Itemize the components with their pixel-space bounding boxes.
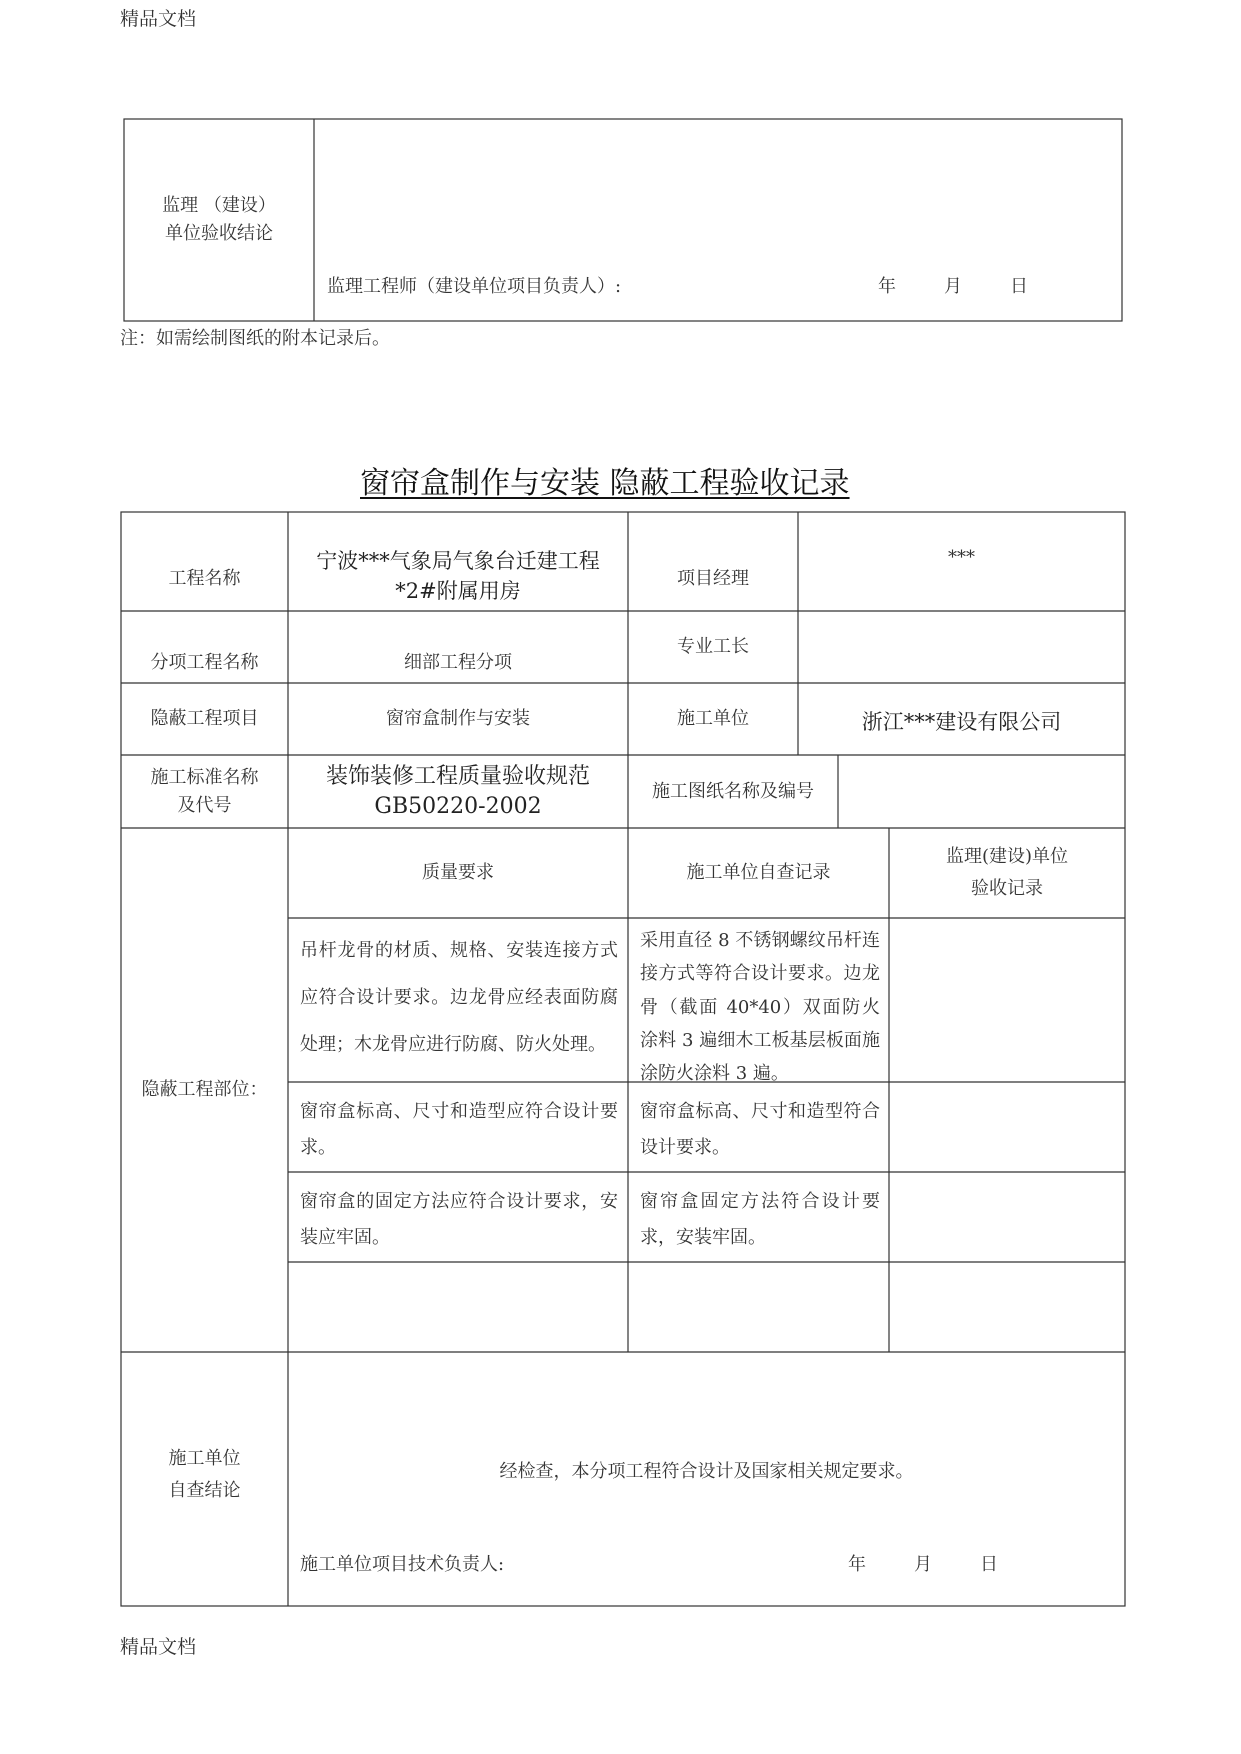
supervision-label-line2: 单位验收结论 [165,223,273,244]
standard-label-line1: 施工标准名称 [150,766,259,788]
sub-project-label: 分项工程名称 [150,652,259,674]
date-month: 月 [944,276,962,297]
standard-value-line2: GB50220-2002 [374,793,542,819]
standard-value-line1: 装饰装修工程质量验收规范 [325,763,590,789]
conclusion-text: 经检查，本分项工程符合设计及国家相关规定要求。 [499,1461,914,1483]
tech-lead-signature-label: 施工单位项目技术负责人: [300,1554,505,1575]
col-self-check-header: 施工单位自查记录 [686,862,831,884]
conclusion-day: 日 [980,1554,998,1575]
quality-row-1: 吊杆龙骨的材质、规格、安装连接方式应符合设计要求。边龙骨应经表面防腐处理；木龙骨应进行防腐、防火处理。 [300,940,618,1055]
conclusion-year: 年 [848,1554,866,1575]
hidden-item-value: 窗帘盒制作与安装 [386,708,530,730]
supervisor-signature-label: 监理工程师（建设单位项目负责人）: [327,276,622,297]
pm-value: *** [948,547,975,569]
conclusion-label-line1: 施工单位 [168,1447,241,1469]
col-quality-header: 质量要求 [422,862,494,884]
col-supervision-header [889,828,1125,918]
quality-row-3: 窗帘盒的固定方法应符合设计要求，安装应牢固。 [300,1191,618,1248]
footer-watermark: 精品文档 [120,1636,197,1658]
quality-row-2: 窗帘盒标高、尺寸和造型应符合设计要求。 [300,1101,618,1158]
standard-label [121,755,288,828]
standard-label-line2: 及代号 [177,794,232,816]
contractor-label: 施工单位 [677,708,749,730]
pm-label: 项目经理 [677,568,749,590]
project-name-label: 工程名称 [168,568,241,590]
self-check-row-2: 窗帘盒标高、尺寸和造型符合设计要求。 [640,1101,880,1158]
self-check-row-3: 窗帘盒固定方法符合设计要求，安装牢固。 [640,1191,880,1248]
supervision-label-line1: 监理 （建设） [162,195,276,217]
drawing-label: 施工图纸名称及编号 [652,780,814,802]
hidden-item-label: 隐蔽工程项目 [150,708,259,730]
project-name-value [288,544,628,608]
foreman-label: 专业工长 [677,636,749,658]
document-title: 窗帘盒制作与安装 隐蔽工程验收记录 [360,466,850,501]
note-text: 注：如需绘制图纸的附本记录后。 [120,328,390,349]
project-name-line1: 宁波***气象局气象台迁建工程 [316,548,600,573]
self-check-row-1: 采用直径 8 不锈钢螺纹吊杆连接方式等符合设计要求。边龙骨（截面 40*40）双面防火涂料 3 遍细木工板基层板面施涂防火涂料 3 遍。 [640,930,880,1085]
project-name-line2: *2#附属用房 [395,579,521,603]
date-year: 年 [878,276,896,297]
col-supervision-line2: 验收记录 [971,878,1043,899]
conclusion-month: 月 [914,1554,932,1575]
standard-value [288,755,628,828]
contractor-value: 浙江***建设有限公司 [861,709,1062,734]
col-supervision-line1: 监理(建设)单位 [945,845,1069,867]
sub-project-value: 细部工程分项 [404,652,512,674]
supervision-conclusion-label [124,190,314,250]
drawing-value [838,755,1125,828]
hidden-section-label: 隐蔽工程部位： [141,1079,268,1101]
date-day: 日 [1010,276,1028,297]
foreman-value [798,629,1125,665]
header-watermark: 精品文档 [120,8,197,30]
conclusion-label [121,1440,288,1510]
conclusion-label-line2: 自查结论 [168,1480,241,1501]
